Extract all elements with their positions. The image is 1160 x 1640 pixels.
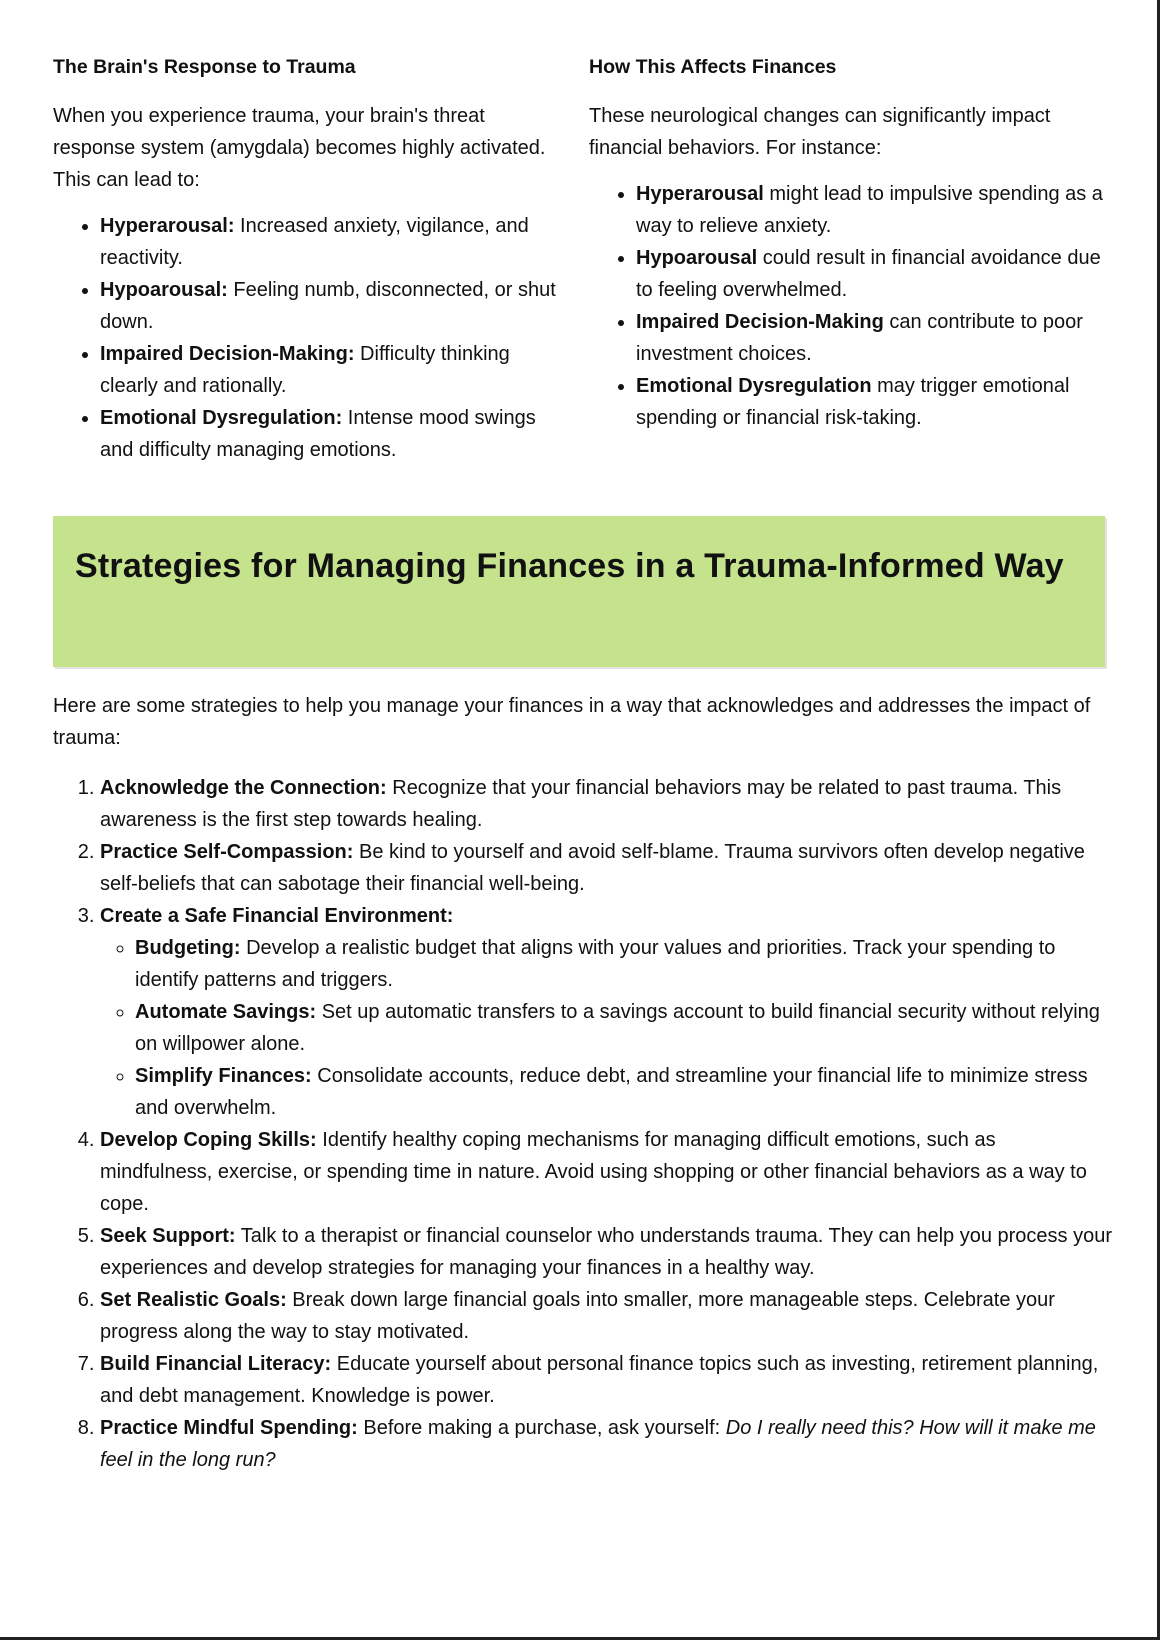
list-item: 5. Seek Support: Talk to a therapist or financial counselor who understands trauma. They can help you process your experiences and develop strategies for managing your finances in a healthy way.	[100, 1220, 1113, 1284]
list-item: 7. Build Financial Literacy: Educate yourself about personal finance topics such as investing, retirement planning, and debt management. Knowledge is power.	[100, 1348, 1113, 1412]
sub-list-item: ◦ Simplify Finances: Consolidate accounts, reduce debt, and streamline your financial life to minimize stress and overwhelm.	[135, 1060, 1113, 1124]
sub-list	[100, 932, 1113, 1124]
list-item: 2. Practice Self-Compassion: Be kind to yourself and avoid self-blame. Trauma survivors often develop negative self-beliefs that can sabotage their financial well-being.	[100, 836, 1113, 900]
section-heading: How This Affects Finances	[589, 56, 837, 78]
list-item: • Hyperarousal might lead to impulsive spending as a way to relieve anxiety.	[636, 178, 1109, 242]
effects-list	[53, 210, 563, 466]
list-item: 8. Practice Mindful Spending: Before making a purchase, ask yourself: Do I really need this? How will it make me feel in the long run?	[100, 1412, 1113, 1476]
list-item: 4. Develop Coping Skills: Identify healthy coping mechanisms for managing difficult emotions, such as mindfulness, exercise, or spending time in nature. Avoid using shopping or other financial behaviors as a way to cope.	[100, 1124, 1113, 1220]
list-item: • Hyperarousal: Increased anxiety, vigilance, and reactivity.	[100, 210, 563, 274]
list-item: • Hypoarousal could result in financial avoidance due to feeling overwhelmed.	[636, 242, 1109, 306]
banner-title: Strategies for Managing Finances in a Trauma-Informed Way	[75, 547, 1064, 585]
section-heading: The Brain's Response to Trauma	[53, 56, 356, 78]
finance-effects-section	[589, 52, 1109, 434]
list-item: 3. Create a Safe Financial Environment: ◦ Budgeting: Develop a realistic budget that aligns with your values and priorities. Track your spending to identify patterns and triggers. ◦ Automate Savings: Set up automatic transfers to a savings account to build financial security without relying on willpower alone. ◦ Simplify Finances: Consolidate accounts, reduce debt, and streamline your financial life to minimize stress and overwhelm.	[100, 900, 1113, 1124]
list-item: • Emotional Dysregulation: Intense mood swings and difficulty managing emotions.	[100, 402, 563, 466]
list-item: • Emotional Dysregulation may trigger emotional spending or financial risk-taking.	[636, 370, 1109, 434]
strategies-banner	[53, 516, 1105, 667]
list-item: • Impaired Decision-Making can contribute to poor investment choices.	[636, 306, 1109, 370]
brain-response-section	[53, 52, 563, 466]
sub-list-item: ◦ Automate Savings: Set up automatic transfers to a savings account to build financial security without relying on willpower alone.	[135, 996, 1113, 1060]
strategies-list	[53, 772, 1113, 1476]
strategies-intro: Here are some strategies to help you manage your finances in a way that acknowledges and addresses the impact of trauma:	[53, 695, 1091, 749]
list-item: 1. Acknowledge the Connection: Recognize that your financial behaviors may be related to past trauma. This awareness is the first step towards healing.	[100, 772, 1113, 836]
effects-list	[589, 178, 1109, 434]
sub-list-item: ◦ Budgeting: Develop a realistic budget that aligns with your values and priorities. Track your spending to identify patterns and triggers.	[135, 932, 1113, 996]
section-intro: These neurological changes can significantly impact financial behaviors. For instance:	[589, 105, 1051, 159]
section-intro: When you experience trauma, your brain's threat response system (amygdala) becomes highly activated. This can lead to:	[53, 105, 546, 191]
list-item: 6. Set Realistic Goals: Break down large financial goals into smaller, more manageable steps. Celebrate your progress along the way to stay motivated.	[100, 1284, 1113, 1348]
strategies-section	[53, 690, 1113, 1476]
list-item: • Impaired Decision-Making: Difficulty thinking clearly and rationally.	[100, 338, 563, 402]
list-item: • Hypoarousal: Feeling numb, disconnected, or shut down.	[100, 274, 563, 338]
